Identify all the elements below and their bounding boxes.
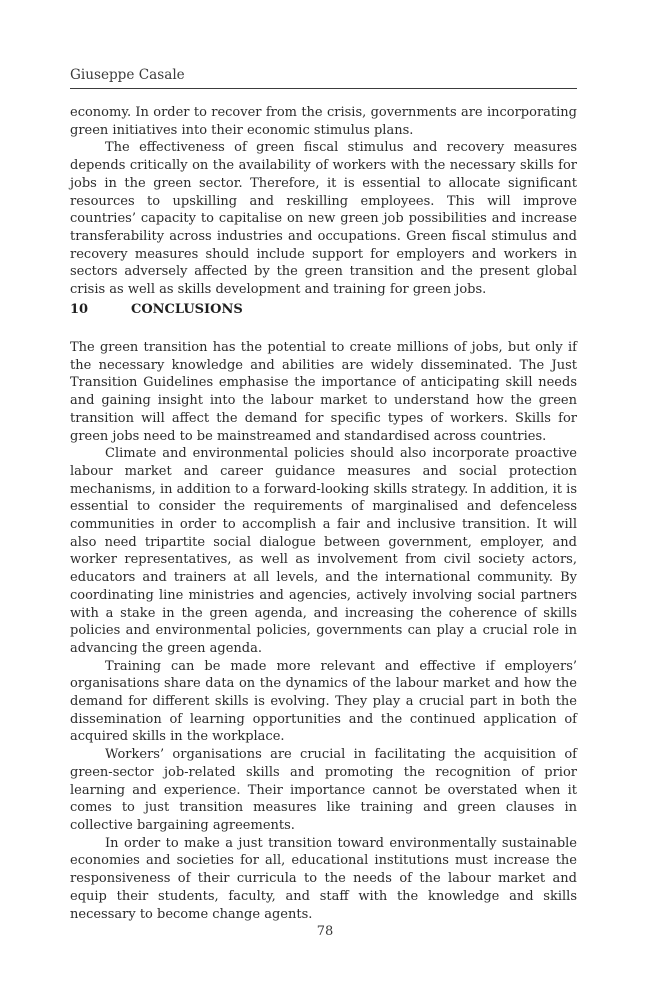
section-number: 10 [70,302,89,317]
intro-paragraph-1: economy. In order to recover from the crisis, governments are incorporating green initiatives into their economic stimulus plans. [70,105,577,138]
section-title: CONCLUSIONS [131,302,243,317]
intro-text-block [70,104,577,299]
intro-paragraph-2: The effectiveness of green fiscal stimulus and recovery measures depends critically on the availability of workers with the necessary skills for jobs in the green sector. Therefore, it is essential to allocate significant resources to upskilling and reskilling employees. This will improve countries’ capacity to capitalise on new green job possibilities and increase transferability across industries and occupations. Green fiscal stimulus and recovery measures should include support for employers and workers in sectors adversely affected by the green transition and the present global crisis as well as skills development and training for green jobs. [70,140,577,298]
section-heading [70,302,243,317]
section-text-block [70,339,577,923]
section-paragraph-3: Training can be made more relevant and effective if employers’ organisations share data on the dynamics of the labour market and how the demand for different skills is evolving. They play a crucial part in both the dissemination of learning opportunities and the continued application of acquired skills in the workplace. [70,658,577,745]
section-paragraph-1: The green transition has the potential to create millions of jobs, but only if the necessary knowledge and abilities are widely disseminated. The Just Transition Guidelines emphasise the importance of anticipating skill needs and gaining insight into the labour market to understand how the green transition will affect the demand for specific types of workers. Skills for green jobs need to be mainstreamed and standardised across countries. [70,340,577,444]
running-head: Giuseppe Casale [70,67,185,83]
header-rule [70,88,577,89]
section-paragraph-2: Climate and environmental policies should also incorporate proactive labour market and career guidance measures and social protection mechanisms, in addition to a forward-looking skills strategy. In addition, it is essential to consider the requirements of marginalised and defenceless communities in order to accomplish a fair and inclusive transition. It will also need tripartite social dialogue between government, employer, and worker representatives, as well as involvement from civil society actors, educators and trainers at all levels, and the international community. By coordinating line ministries and agencies, actively involving social partners with a stake in the green agenda, and increasing the coherence of skills policies and environmental policies, governments can play a crucial role in advancing the green agenda. [70,446,577,656]
section-paragraph-5: In order to make a just transition toward environmentally sustainable economies and societies for all, educational institutions must increase the responsiveness of their curricula to the needs of the labour market and equip their students, faculty, and staff with the knowledge and skills necessary to become change agents. [70,835,577,922]
section-paragraph-4: Workers’ organisations are crucial in facilitating the acquisition of green-sector job-related skills and promoting the recognition of prior learning and experience. Their importance cannot be overstated when it comes to just transition measures like training and green clauses in collective bargaining agreements. [70,747,577,833]
page-number: 78 [316,924,334,939]
